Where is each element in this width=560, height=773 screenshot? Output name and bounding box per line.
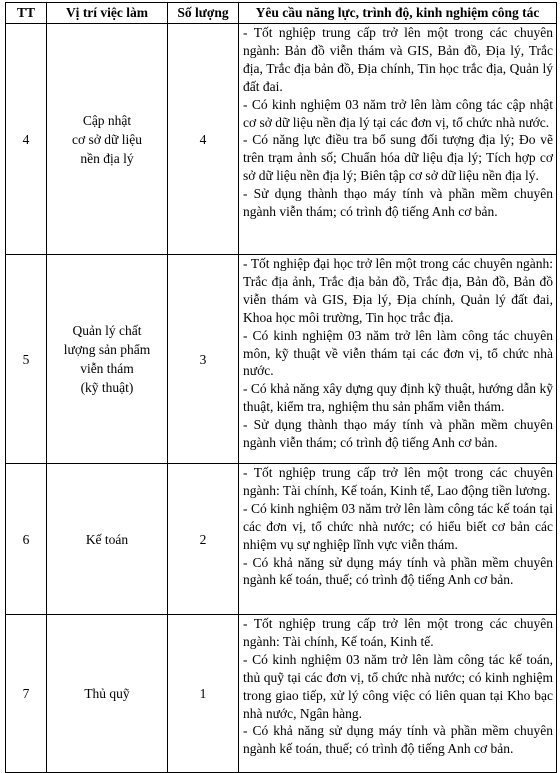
row-tt: 6 — [6, 464, 47, 615]
requirement-item: - Có kinh nghiệm 03 năm trở lên làm công tác kế toán, thủ quỹ tại các đơn vị, tổ chức nhà nước; có kinh nghiệm trong giao tiếp, xử lý công việc có liên quan tại Kho bạc nhà nước, Ngân hàng. — [243, 651, 553, 721]
row-requirements — [239, 615, 557, 773]
row-tt: 7 — [6, 615, 47, 773]
table-row — [6, 615, 557, 773]
table-row — [6, 255, 557, 464]
row-position — [47, 615, 168, 773]
position-line: Quản lý chất — [72, 323, 142, 338]
table-header-row — [6, 3, 557, 24]
position-line: Thủ quỹ — [84, 686, 130, 701]
requirement-item: - Có năng lực điều tra bổ sung đối tượng địa lý; Đo vẽ trên trạm ảnh số; Chuẩn hóa dữ liệu địa lý; Tích hợp cơ sở dữ liệu nền địa lý; Biên tập cơ sở dữ liệu nền địa lý. — [243, 132, 553, 184]
row-tt: 4 — [6, 24, 47, 255]
row-position — [47, 464, 168, 615]
requirement-item: - Có kinh nghiệm 03 năm trở lên làm công tác chuyên môn, kỹ thuật về viễn thám tại các đơn vị, tổ chức nhà nước. — [243, 327, 553, 379]
requirement-item: - Tốt nghiệp đại học trở lên một trong các chuyên ngành: Trắc địa ảnh, Trắc địa bản đồ, Trắc địa, Bản đồ, Bản đồ viễn thám và GIS, Địa lý, Địa chính, Quản lý đất đai, Khoa học môi trường, Tin học trắc địa. — [243, 256, 553, 325]
row-requirements — [239, 464, 557, 615]
requirement-item: - Có kinh nghiệm 03 năm trở lên làm công tác cập nhật cơ sở dữ liệu nền địa lý tại các đơn vị, tổ chức nhà nước. — [243, 96, 553, 130]
requirement-item: - Tốt nghiệp trung cấp trở lên một trong các chuyên ngành: Tài chính, Kế toán, Kinh tế, Lao động tiền lương. — [243, 465, 553, 498]
row-requirements — [239, 255, 557, 464]
row-requirements — [239, 24, 557, 255]
row-quantity: 1 — [168, 615, 239, 773]
position-line: viễn thám — [80, 361, 134, 376]
requirement-item: - Sử dụng thành thạo máy tính và phần mềm chuyên ngành viễn thám; có trình độ tiếng Anh cơ bản. — [243, 186, 553, 220]
row-quantity: 4 — [168, 24, 239, 255]
position-line: nền địa lý — [80, 150, 134, 166]
header-quantity: Số lượng — [168, 3, 239, 24]
position-line: lượng sản phẩm — [63, 342, 151, 357]
header-requirements: Yêu cầu năng lực, trình độ, kinh nghiệm công tác — [239, 3, 557, 24]
row-position — [47, 255, 168, 464]
requirement-item: - Có kinh nghiệm 03 năm trở lên làm công tác kế toán tại các đơn vị, tổ chức nhà nước; có hiểu biết cơ bản các nhiệm vụ sự nghiệp lĩnh vực viễn thám. — [243, 500, 553, 552]
requirement-item: - Có khả năng sử dụng máy tính và phần mềm chuyên ngành kế toán, thuế; có trình độ tiếng Anh cơ bản. — [243, 723, 553, 757]
row-quantity: 2 — [168, 464, 239, 615]
requirement-item: - Tốt nghiệp trung cấp trở lên một trong các chuyên ngành: Tài chính, Kế toán, Kinh tế. — [243, 616, 553, 649]
requirement-item: - Có khả năng sử dụng máy tính và phần mềm chuyên ngành kế toán, thuế; có trình độ tiếng Anh cơ bản. — [243, 554, 553, 588]
header-position: Vị trí việc làm — [47, 3, 168, 24]
requirement-item: - Có khả năng xây dựng quy định kỹ thuật, hướng dẫn kỹ thuật, kiểm tra, nghiệm thu sản phẩm viễn thám. — [243, 381, 553, 415]
requirement-item: - Sử dụng thành thạo máy tính và phần mềm chuyên ngành viễn thám; có trình độ tiếng Anh cơ bản. — [243, 417, 553, 451]
position-line: Cập nhật — [82, 112, 132, 128]
recruitment-table — [5, 2, 557, 773]
header-tt: TT — [6, 3, 47, 24]
row-quantity: 3 — [168, 255, 239, 464]
position-line: (kỹ thuật) — [80, 380, 134, 395]
requirement-item: - Tốt nghiệp trung cấp trở lên một trong các chuyên ngành: Bản đồ viễn thám và GIS, Bản đồ, Địa lý, Trắc địa, Trắc địa bản đồ, Địa chính, Tin học trắc địa, Quản lý đất đai. — [243, 25, 553, 94]
position-line: Kế toán — [85, 531, 129, 547]
row-tt: 5 — [6, 255, 47, 464]
table-row — [6, 24, 557, 255]
position-line: cơ sở dữ liệu — [72, 131, 142, 147]
table-row — [6, 464, 557, 615]
row-position — [47, 24, 168, 255]
